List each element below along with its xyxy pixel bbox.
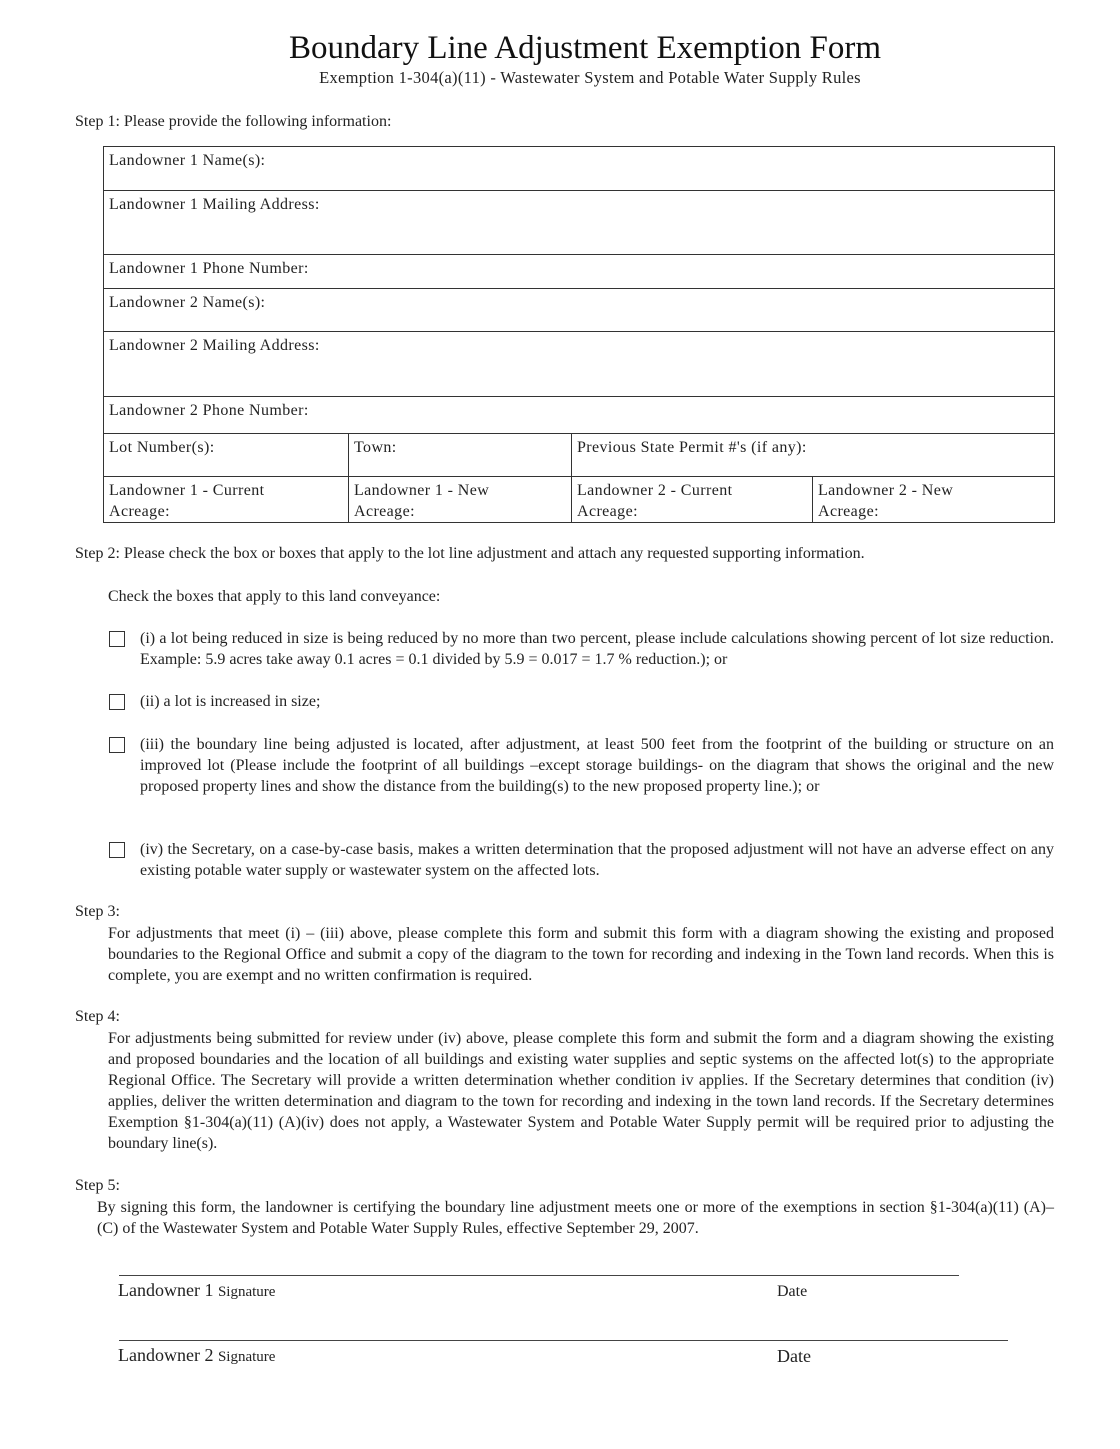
landowner1-name-text: Landowner 1	[118, 1280, 214, 1300]
landowner2-new-acreage-field[interactable]	[813, 477, 1055, 523]
landowner1-signature-label	[118, 1280, 275, 1301]
landowner2-signature-label	[118, 1345, 275, 1366]
landowner2-new-acreage-label-2: Acreage:	[818, 503, 879, 520]
landowner1-new-acreage-field[interactable]	[349, 477, 572, 523]
town-field[interactable]	[349, 434, 572, 477]
lot-numbers-label: Lot Number(s):	[109, 439, 215, 456]
step1-heading: Step 1: Please provide the following information:	[75, 113, 392, 130]
option-iv-label: (iv) the Secretary, on a case-by-case basis, makes a written determination that the proposed adjustment will not have an adverse effect on any existing potable water supply or wastewater system on the affected lots.	[140, 841, 1054, 879]
landowner2-phone-label: Landowner 2 Phone Number:	[109, 402, 309, 419]
landowner2-signature-text: Signature	[217, 1349, 276, 1365]
step5-heading: Step 5:	[75, 1177, 120, 1194]
landowner1-phone-label: Landowner 1 Phone Number:	[109, 260, 309, 277]
landowner1-new-acreage-label-2: Acreage:	[354, 503, 415, 520]
landowner2-signature-line[interactable]	[119, 1340, 1008, 1341]
landowner1-address-field[interactable]	[104, 191, 1055, 255]
step4-heading: Step 4:	[75, 1008, 120, 1025]
option-iii-label: (iii) the boundary line being adjusted is located, after adjustment, at least 500 feet from the footprint of the building or structure on an improved lot (Please include the footprint of all buildings –except storage buildings- on the diagram that shows the original and the new proposed property lines and show the distance from the building(s) to the new proposed property line.); or	[140, 736, 1054, 795]
previous-permits-label: Previous State Permit #'s (if any):	[577, 439, 807, 456]
option-iv-checkbox[interactable]	[109, 842, 125, 858]
form-title: Boundary Line Adjustment Exemption Form	[288, 30, 882, 66]
previous-permits-field[interactable]	[572, 434, 1055, 477]
landowner2-name-text: Landowner 2	[118, 1345, 214, 1365]
landowner2-phone-field[interactable]	[104, 397, 1055, 434]
landowner1-current-acreage-label-2: Acreage:	[109, 503, 170, 520]
landowner1-name-label: Landowner 1 Name(s):	[109, 152, 266, 169]
step5-text: By signing this form, the landowner is certifying the boundary line adjustment meets one or more of the exemptions in section §1-304(a)(11) (A)–(C) of the Wastewater System and Potable Water Supply Rules, effective September 29, 2007.	[97, 1199, 1054, 1237]
landowner1-current-acreage-field[interactable]	[104, 477, 349, 523]
step4-text: For adjustments being submitted for review under (iv) above, please complete this form and submit the form and a diagram showing the existing and proposed boundaries and the location of all buildings and existing water supplies and septic systems on the affected lot(s) to the appropriate Regional Office. The Secretary will provide a written determination whether condition iv applies. If the Secretary determines that condition (iv) applies, deliver the written determination and diagram to the town for recording and indexing in the town land records. If the Secretary determines Exemption §1-304(a)(11) (A)(iv) does not apply, a Wastewater System and Potable Water Supply permit will be required prior to adjusting the boundary line(s).	[108, 1030, 1054, 1152]
landowner1-current-acreage-label: Landowner 1 - Current	[109, 482, 265, 499]
landowner2-name-field[interactable]	[104, 289, 1055, 332]
option-iv	[109, 839, 1054, 883]
step3-text: For adjustments that meet (i) – (iii) above, please complete this form and submit this form with a diagram showing the existing and proposed boundaries to the Regional Office and submit a copy of the diagram to the town for recording and indexing in the Town land records. When this is complete, you are exempt and no written confirmation is required.	[108, 925, 1054, 984]
landowner1-signature-line[interactable]	[119, 1275, 959, 1276]
landowner2-current-acreage-label: Landowner 2 - Current	[577, 482, 733, 499]
form-subtitle: Exemption 1-304(a)(11) - Wastewater System and Potable Water Supply Rules	[319, 68, 861, 87]
step2-instruction: Check the boxes that apply to this land conveyance:	[108, 588, 441, 605]
option-i	[109, 628, 1054, 672]
option-ii	[109, 691, 1054, 713]
landowner1-date-label: Date	[777, 1283, 808, 1300]
option-i-label: (i) a lot being reduced in size is being reduced by no more than two percent, please include calculations showing percent of lot size reduction. Example: 5.9 acres take away 0.1 acres = 0.1 divided by 5.9 = 0.017 = 1.7 % reduction.); or	[140, 630, 1054, 668]
landowner1-name-field[interactable]	[104, 147, 1055, 191]
landowner1-address-label: Landowner 1 Mailing Address:	[109, 196, 320, 213]
landowner2-name-label: Landowner 2 Name(s):	[109, 294, 266, 311]
landowner2-new-acreage-label: Landowner 2 - New	[818, 482, 954, 499]
option-ii-label: (ii) a lot is increased in size;	[140, 693, 321, 710]
option-iii-checkbox[interactable]	[109, 737, 125, 753]
option-i-checkbox[interactable]	[109, 631, 125, 647]
landowner1-phone-field[interactable]	[104, 255, 1055, 289]
landowner2-current-acreage-label-2: Acreage:	[577, 503, 638, 520]
landowner1-signature-text: Signature	[217, 1284, 276, 1300]
option-iii	[109, 734, 1054, 820]
lot-numbers-field[interactable]	[104, 434, 349, 477]
landowner2-address-field[interactable]	[104, 332, 1055, 397]
option-ii-checkbox[interactable]	[109, 694, 125, 710]
landowner-info-table	[103, 146, 1055, 523]
step3-heading: Step 3:	[75, 903, 120, 920]
landowner1-new-acreage-label: Landowner 1 - New	[354, 482, 490, 499]
town-label: Town:	[354, 439, 397, 456]
step2-heading: Step 2: Please check the box or boxes that apply to the lot line adjustment and attach any requested supporting information.	[75, 545, 865, 562]
landowner2-current-acreage-field[interactable]	[572, 477, 813, 523]
landowner2-address-label: Landowner 2 Mailing Address:	[109, 337, 320, 354]
landowner2-date-label: Date	[777, 1346, 811, 1366]
